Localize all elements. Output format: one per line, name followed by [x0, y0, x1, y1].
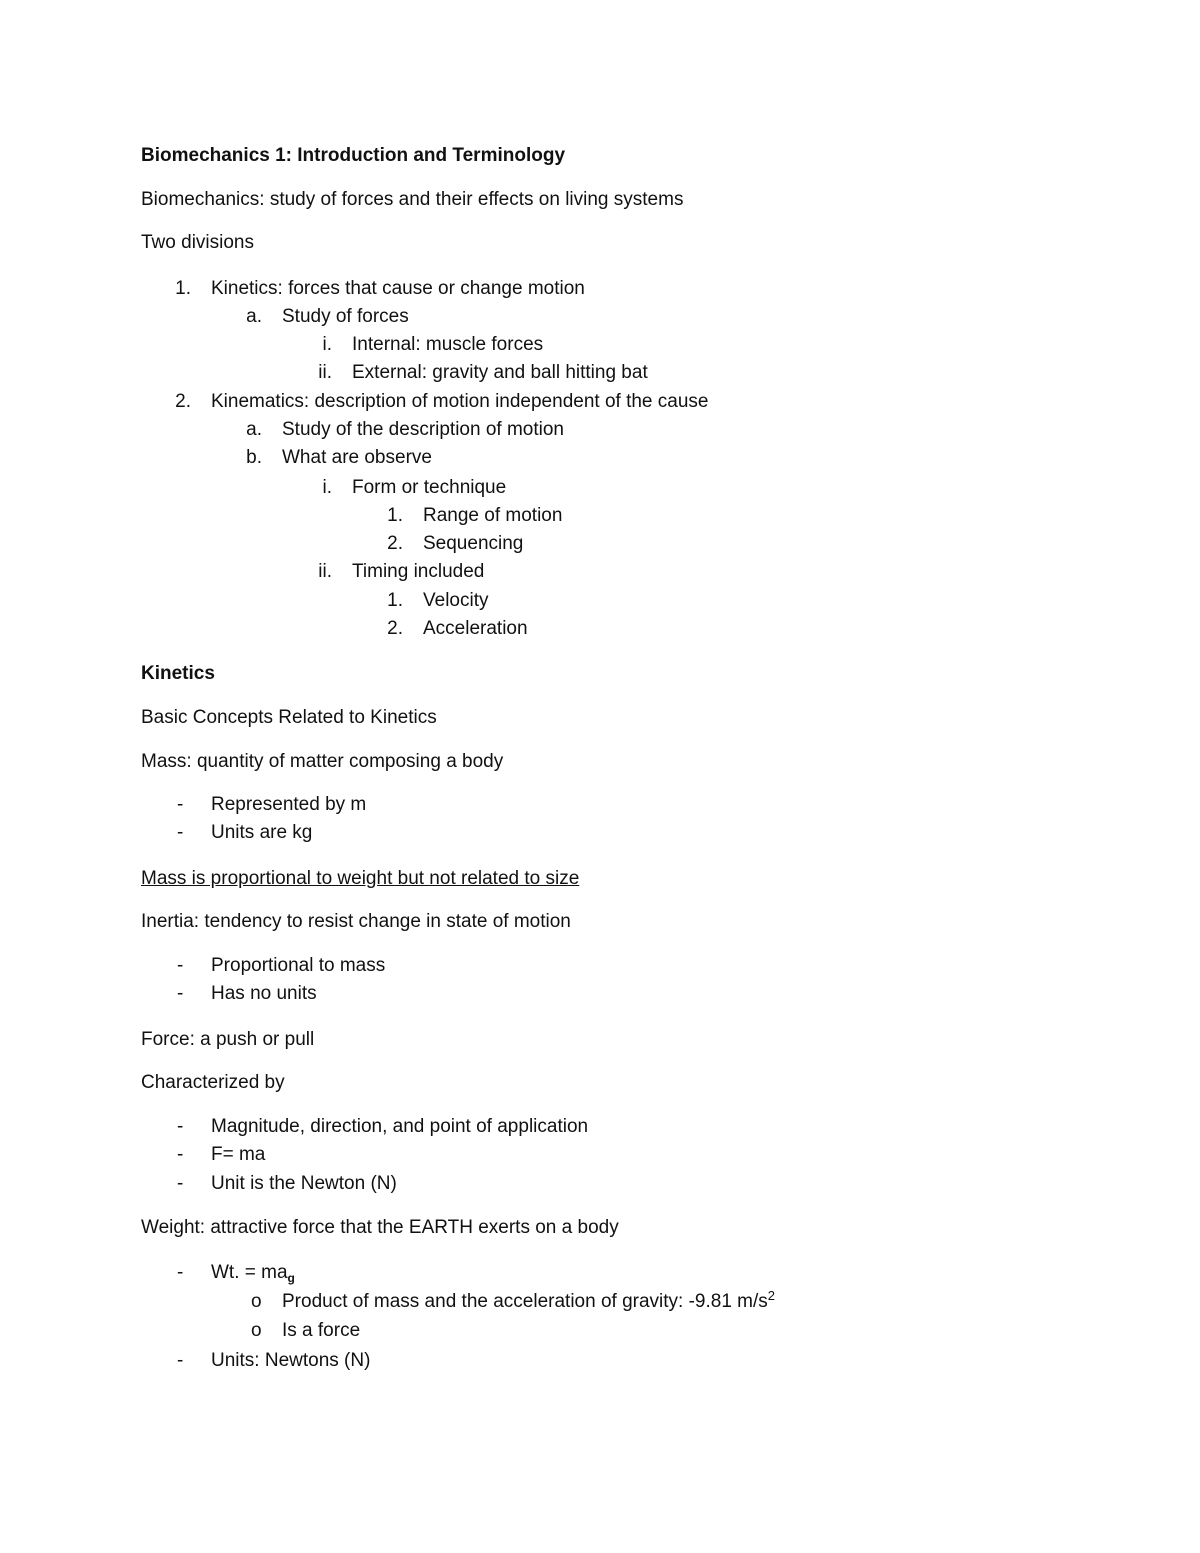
dash-bullet: - [177, 1144, 184, 1165]
list-marker: i. [322, 334, 332, 355]
list-marker: 1. [175, 278, 191, 299]
list-item: Study of forces [282, 306, 409, 327]
list-marker: 2. [387, 533, 403, 554]
dash-bullet: - [177, 1262, 184, 1283]
weight-definition: Weight: attractive force that the EARTH exerts on a body [141, 1217, 619, 1238]
characterized-heading: Characterized by [141, 1072, 285, 1093]
weight-formula-subscript: g [287, 1271, 295, 1285]
list-item: Proportional to mass [211, 955, 386, 976]
gravity-exponent: 2 [767, 1288, 776, 1303]
list-marker: i. [322, 477, 332, 498]
list-item: Timing included [352, 561, 485, 582]
dash-bullet: - [177, 822, 184, 843]
list-marker: b. [246, 447, 262, 468]
circle-bullet: o [251, 1291, 262, 1312]
circle-bullet: o [251, 1320, 262, 1341]
list-item: Represented by m [211, 794, 367, 815]
list-item: Form or technique [352, 477, 507, 498]
dash-bullet: - [177, 1116, 184, 1137]
list-marker: 2. [387, 618, 403, 639]
force-definition: Force: a push or pull [141, 1029, 315, 1050]
list-item: Magnitude, direction, and point of application [211, 1116, 589, 1137]
weight-formula-main: Wt. = ma [211, 1262, 288, 1283]
list-item: Has no units [211, 983, 317, 1004]
list-marker: 2. [175, 391, 191, 412]
list-item: Study of the description of motion [282, 419, 564, 440]
list-item: Is a force [282, 1320, 361, 1341]
list-item: External: gravity and ball hitting bat [352, 362, 648, 383]
list-item: Unit is the Newton (N) [211, 1173, 397, 1194]
dash-bullet: - [177, 1173, 184, 1194]
dash-bullet: - [177, 955, 184, 976]
list-item: Range of motion [423, 505, 563, 526]
inertia-definition: Inertia: tendency to resist change in state of motion [141, 911, 571, 932]
basic-concepts-heading: Basic Concepts Related to Kinetics [141, 707, 437, 728]
list-item: Acceleration [423, 618, 528, 639]
list-item: Units are kg [211, 822, 313, 843]
list-item: Internal: muscle forces [352, 334, 544, 355]
page-title: Biomechanics 1: Introduction and Terminology [141, 145, 566, 166]
list-marker: a. [246, 419, 262, 440]
list-item: What are observe [282, 447, 432, 468]
dash-bullet: - [177, 794, 184, 815]
divisions-heading: Two divisions [141, 232, 254, 253]
list-item: Velocity [423, 590, 489, 611]
list-item-kinetics: Kinetics: forces that cause or change motion [211, 278, 585, 299]
list-marker: ii. [318, 362, 332, 383]
gravity-text: Product of mass and the acceleration of gravity: -9.81 m/s [282, 1291, 768, 1312]
list-item: F= ma [211, 1144, 266, 1165]
list-marker: 1. [387, 590, 403, 611]
dash-bullet: - [177, 983, 184, 1004]
dash-bullet: - [177, 1350, 184, 1371]
biomechanics-definition: Biomechanics: study of forces and their effects on living systems [141, 189, 684, 210]
list-marker: a. [246, 306, 262, 327]
list-item: Sequencing [423, 533, 524, 554]
list-marker: 1. [387, 505, 403, 526]
gravity-acceleration-item [282, 1290, 775, 1314]
mass-definition: Mass: quantity of matter composing a body [141, 751, 504, 772]
list-marker: ii. [318, 561, 332, 582]
list-item: Units: Newtons (N) [211, 1350, 371, 1371]
mass-note: Mass is proportional to weight but not related to size [141, 868, 580, 889]
weight-formula [211, 1261, 295, 1285]
section-heading-kinetics: Kinetics [141, 663, 215, 684]
list-item-kinematics: Kinematics: description of motion independent of the cause [211, 391, 709, 412]
